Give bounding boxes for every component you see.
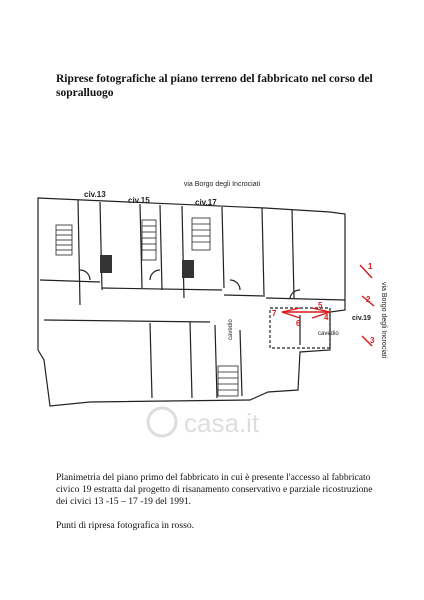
cavedio-right: cavedio bbox=[318, 331, 339, 337]
caption-note: Punti di ripresa fotografica in rosso. bbox=[56, 520, 195, 531]
photo-point-1: 1 bbox=[368, 262, 373, 271]
elevator-shaft-2 bbox=[182, 260, 194, 278]
stair-civ15 bbox=[142, 220, 156, 260]
watermark-text: casa.it bbox=[184, 408, 260, 438]
photo-point-6: 6 bbox=[296, 319, 301, 328]
civ19-label: civ.19 bbox=[352, 315, 371, 322]
photo-point-5: 5 bbox=[318, 301, 323, 310]
stair-lower bbox=[218, 366, 238, 396]
casa-watermark bbox=[148, 408, 260, 438]
street-label-side: via Borgo degli Incrociati bbox=[380, 282, 387, 359]
cavedio-left: cavedio bbox=[228, 319, 234, 340]
elevator-shaft-1 bbox=[100, 255, 112, 273]
floor-plan bbox=[0, 170, 424, 460]
photo-point-7: 7 bbox=[272, 309, 277, 318]
caption-paragraph: Planimetria del piano primo del fabbricato in cui è presente l'accesso al fabbricato civico 19 estratta dal progetto di risanamento conservativo e parziale ricostruzione dei civici 13 -15 – 17 -19 del 1991. bbox=[56, 472, 373, 507]
civ13-label: civ.13 bbox=[84, 190, 106, 199]
caption bbox=[56, 472, 386, 544]
photo-point-2: 2 bbox=[366, 295, 371, 304]
stair-civ13 bbox=[56, 225, 72, 255]
page-title: Riprese fotografiche al piano terreno del fabbricato nel corso del sopralluogo bbox=[56, 73, 373, 99]
civ15-label: civ.15 bbox=[128, 196, 150, 205]
photo-point-3: 3 bbox=[370, 336, 375, 345]
stair-civ17 bbox=[192, 218, 210, 250]
floor-plan-drawing bbox=[0, 170, 424, 460]
street-label-top: via Borgo degli Incrociati bbox=[183, 181, 261, 188]
photo-point-4: 4 bbox=[324, 313, 329, 322]
civ17-label: civ.17 bbox=[195, 198, 217, 207]
